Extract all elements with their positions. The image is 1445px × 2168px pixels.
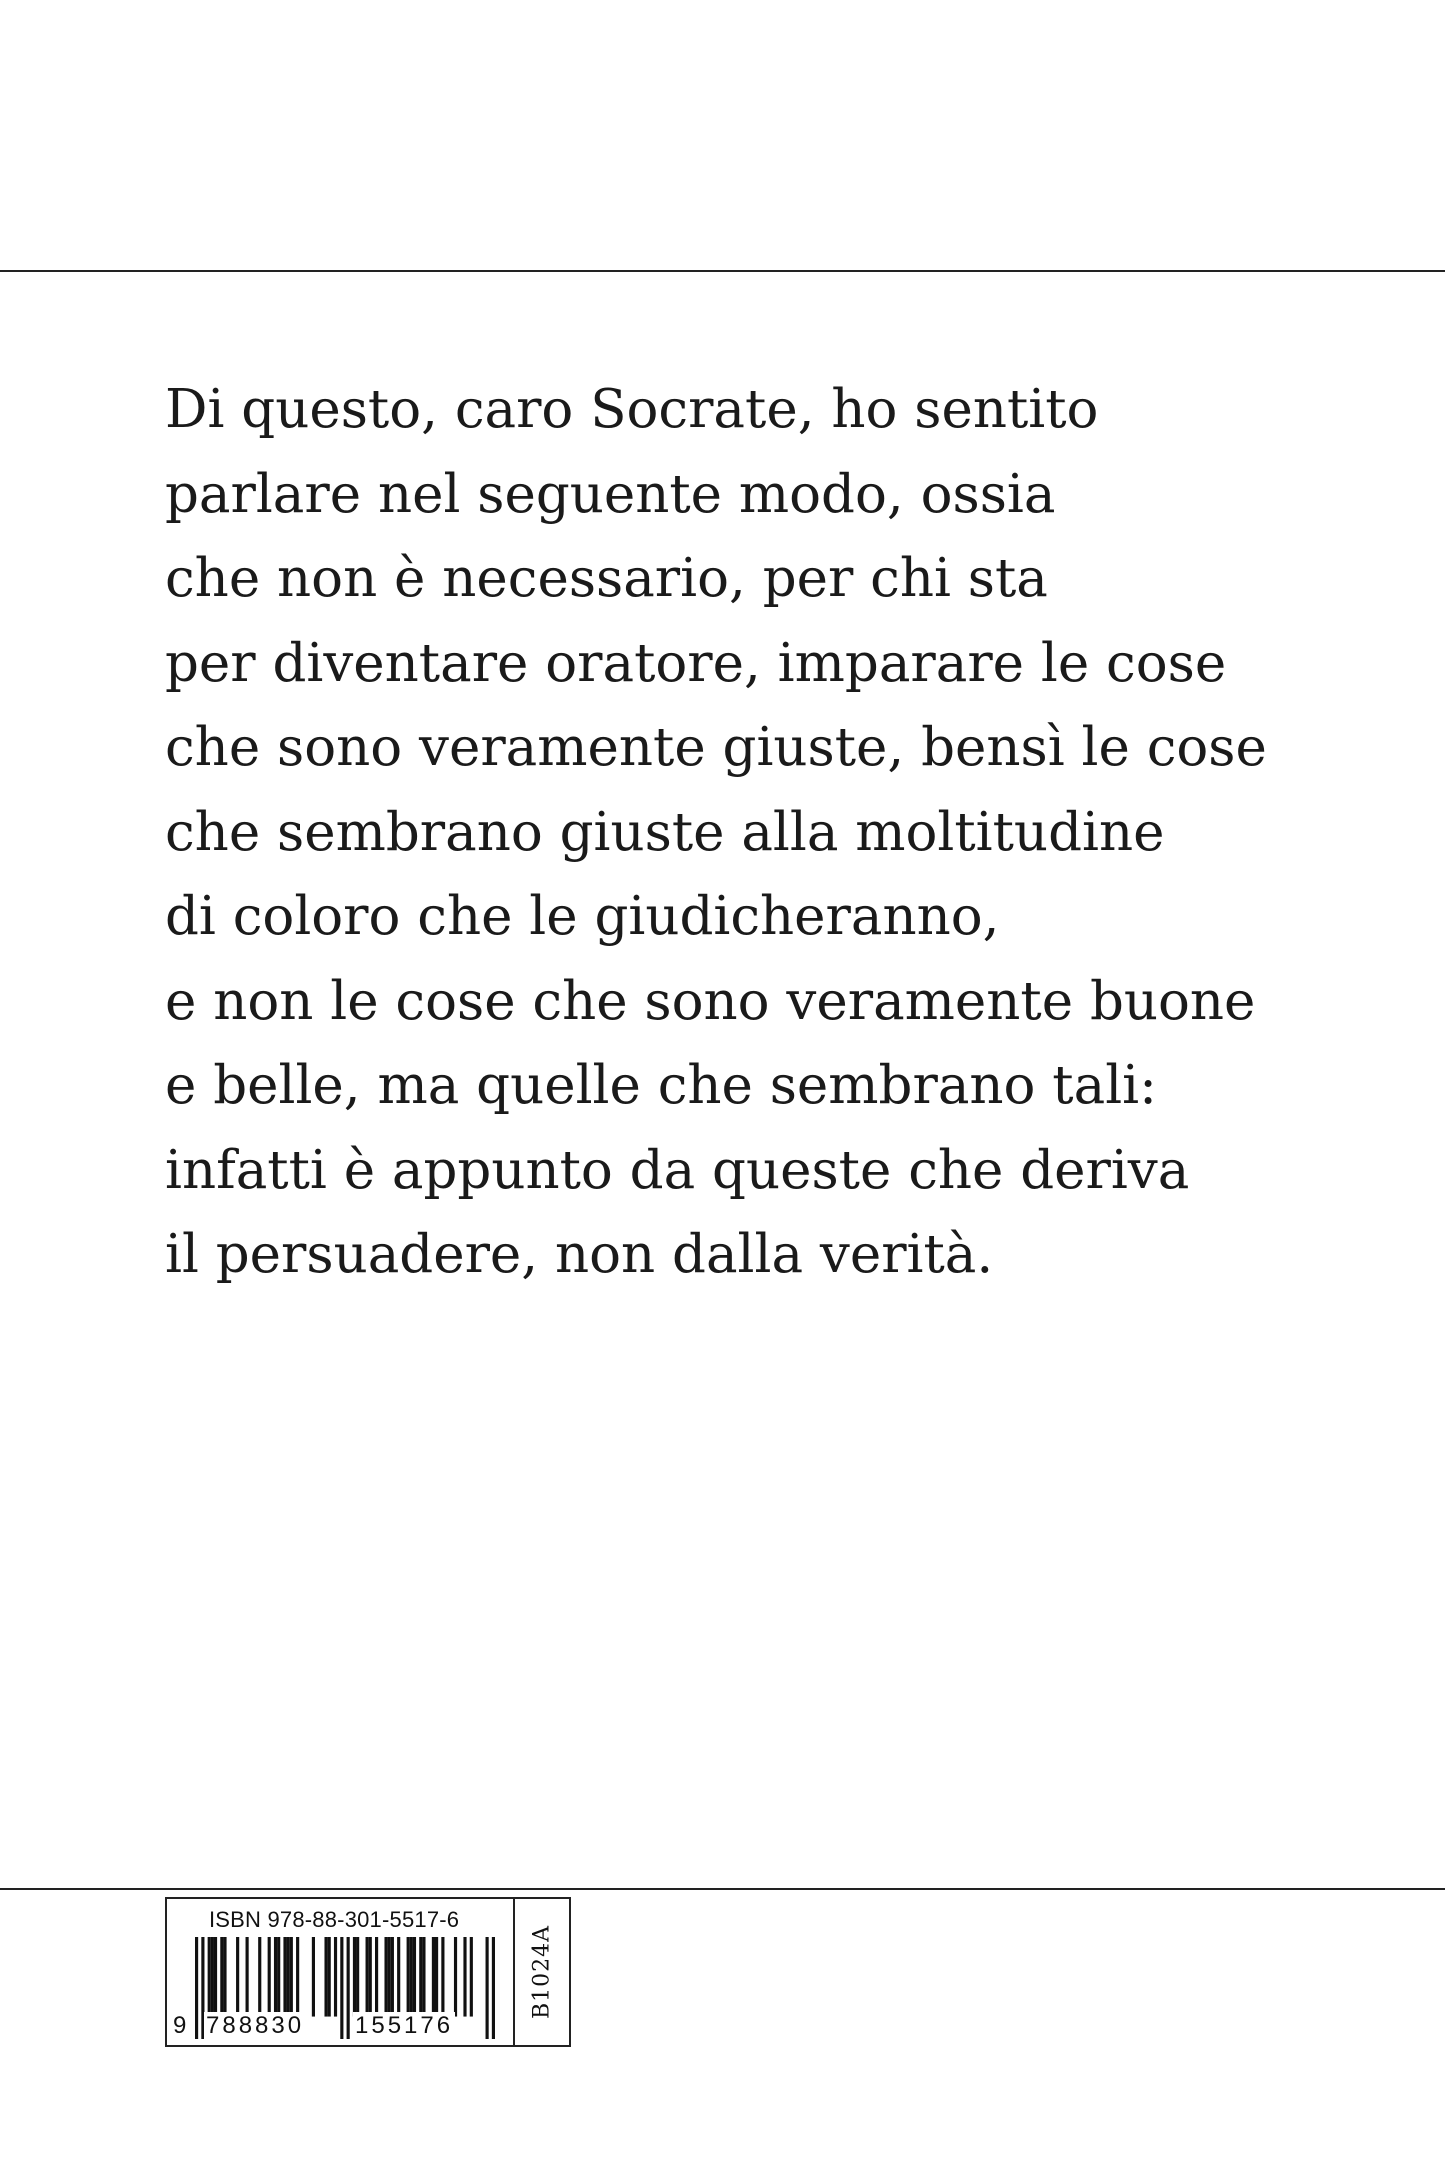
barcode-bar <box>296 1937 299 2017</box>
barcode-bar <box>369 1937 372 2017</box>
barcode-bar <box>441 1937 444 2017</box>
barcode-bar <box>463 1937 466 2017</box>
ean-first-digit: 9 <box>173 2012 187 2039</box>
barcode-bar <box>290 1937 293 2017</box>
barcode-bar <box>432 1937 435 2017</box>
ean-right-digits: 155176 <box>355 2012 454 2039</box>
barcode-bar <box>407 1937 410 2017</box>
barcode-bar <box>356 1937 359 2017</box>
barcode-bar <box>334 1937 337 2017</box>
quote-line: e belle, ma quelle che sembrano tali: <box>165 1055 1157 1116</box>
barcode-bar <box>454 1937 457 2017</box>
quote-line: Di questo, caro Socrate, ho sentito <box>165 379 1099 440</box>
barcode-bar <box>340 1937 343 2039</box>
quote-line: per diventare oratore, imparare le cose <box>165 632 1227 694</box>
barcode-bar <box>268 1937 271 2017</box>
barcode-bar <box>347 1937 350 2039</box>
barcode-bar <box>211 1937 214 2017</box>
barcode-bar <box>287 1937 290 2017</box>
barcode-bar <box>422 1937 425 2017</box>
barcode-bar <box>388 1937 391 2017</box>
barcode-bar <box>258 1937 261 2017</box>
barcode-bar <box>492 1937 495 2039</box>
barcode-bar <box>435 1937 438 2017</box>
barcode-panel <box>167 1899 515 2045</box>
barcode-bar <box>214 1937 217 2017</box>
series-code-panel <box>515 1899 569 2045</box>
isbn-label: ISBN 978-88-301-5517-6 <box>209 1907 460 1932</box>
barcode-bar <box>312 1937 315 2017</box>
quote-line: il persuadere, non dalla verità. <box>165 1224 994 1285</box>
barcode-bar <box>375 1937 378 2017</box>
barcode-bar <box>328 1937 331 2017</box>
barcode-bar <box>220 1937 223 2017</box>
series-code: B1024A <box>529 1924 555 2020</box>
barcode-bar <box>246 1937 249 2017</box>
quote-line: che sono veramente giuste, bensì le cose <box>165 717 1267 778</box>
quote-line: e non le cose che sono veramente buone <box>165 970 1256 1032</box>
barcode-bar <box>366 1937 369 2017</box>
ean-left-digits: 788830 <box>206 2012 305 2039</box>
barcode-bar <box>208 1937 211 2017</box>
barcode-bar <box>283 1937 286 2017</box>
top-divider-rule <box>0 270 1445 272</box>
barcode-bar <box>236 1937 239 2017</box>
barcode-bar <box>470 1937 473 2017</box>
quote-line: infatti è appunto da queste che deriva <box>165 1139 1190 1201</box>
barcode-bar <box>397 1937 400 2017</box>
barcode-bar <box>384 1937 387 2017</box>
barcode-bar <box>277 1937 280 2017</box>
barcode-bar <box>353 1937 356 2017</box>
quote-line: che sembrano giuste alla moltitudine <box>165 801 1165 863</box>
barcode-bar <box>413 1937 416 2017</box>
barcode-bar <box>195 1937 198 2039</box>
barcode-bar <box>419 1937 422 2017</box>
barcode-bar <box>223 1937 226 2017</box>
barcode-bar <box>324 1937 327 2017</box>
bottom-divider-rule <box>0 1888 1445 1890</box>
barcode-bar <box>410 1937 413 2017</box>
quote-line: che non è necessario, per chi sta <box>165 548 1048 609</box>
barcode-bar <box>486 1937 489 2039</box>
isbn-barcode-block <box>165 1897 571 2047</box>
barcode-bar <box>274 1937 277 2017</box>
back-cover-quote <box>165 368 1345 1298</box>
quote-line: parlare nel seguente modo, ossia <box>165 463 1056 525</box>
barcode-bar <box>391 1937 394 2017</box>
quote-line: di coloro che le giudicheranno, <box>165 886 1000 947</box>
